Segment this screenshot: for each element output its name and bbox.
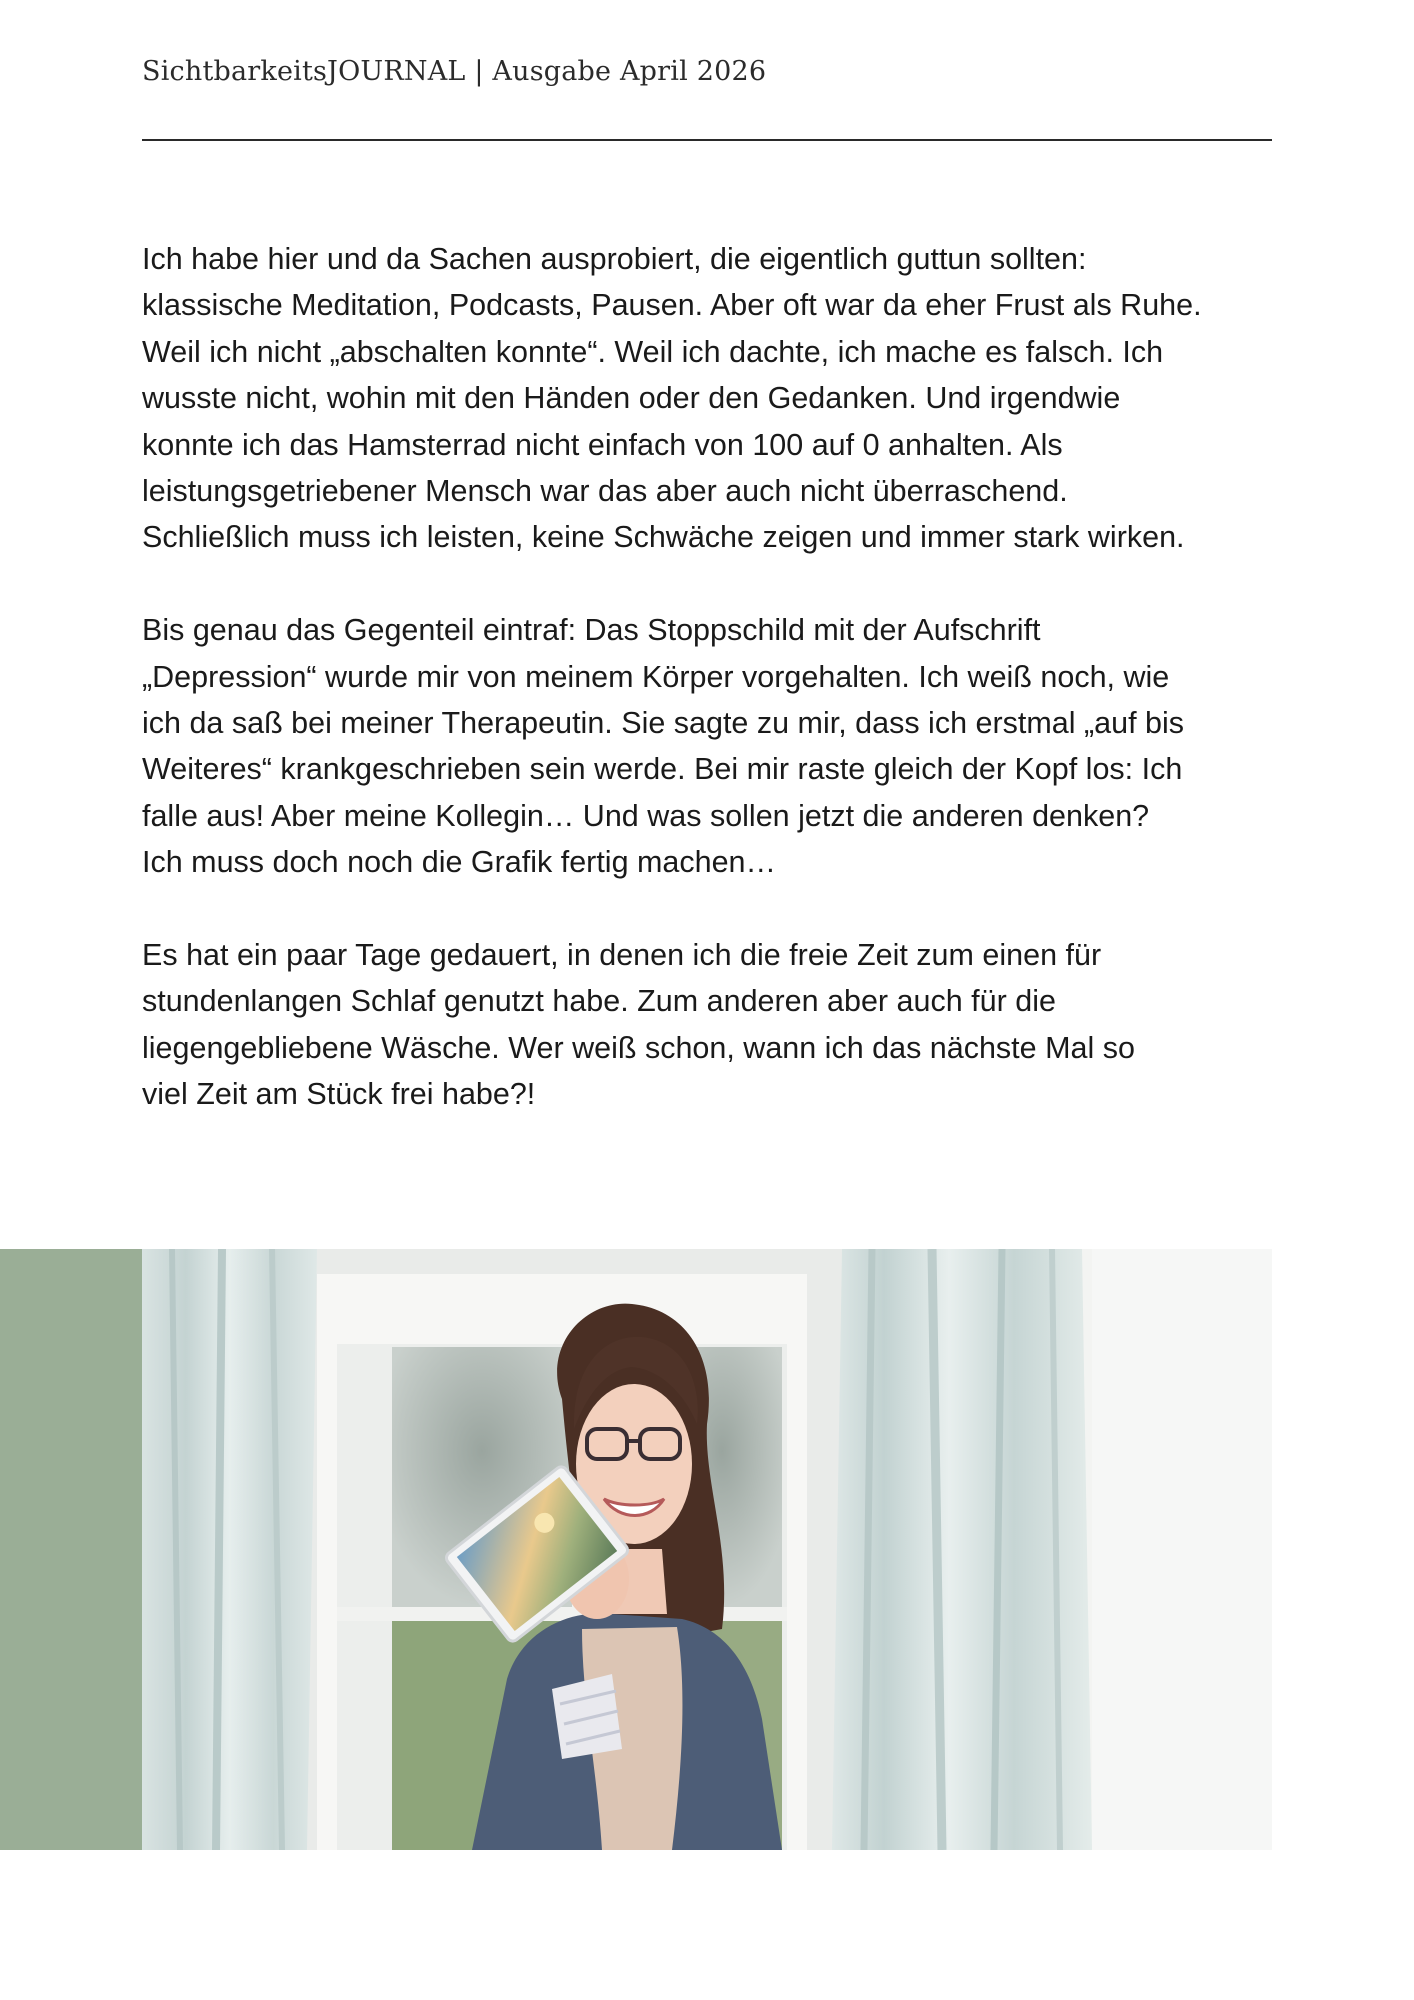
text-line: Ich muss doch noch die Grafik fertig machen… [142, 845, 777, 880]
text-line: Bis genau das Gegenteil eintraf: Das Stoppschild mit der Aufschrift [142, 613, 1041, 648]
paragraph [142, 607, 1292, 885]
text-line: stundenlangen Schlaf genutzt habe. Zum anderen aber auch für die [142, 984, 1056, 1019]
header-divider [142, 139, 1272, 141]
text-line: viel Zeit am Stück frei habe?! [142, 1077, 536, 1112]
text-line: Weil ich nicht „abschalten konnte“. Weil ich dachte, ich mache es falsch. Ich [142, 334, 1164, 369]
text-line: konnte ich das Hamsterrad nicht einfach von 100 auf 0 anhalten. Als [142, 427, 1063, 462]
portrait-illustration [142, 1249, 1272, 1850]
text-line: Es hat ein paar Tage gedauert, in denen ich die freie Zeit zum einen für [142, 938, 1102, 973]
paragraph [142, 236, 1292, 561]
text-line: Weiteres“ krankgeschrieben sein werde. Bei mir raste gleich der Kopf los: Ich [142, 752, 1183, 787]
text-line: Ich habe hier und da Sachen ausprobiert, die eigentlich guttun sollten: [142, 242, 1087, 276]
text-line: leistungsgetriebener Mensch war das aber auch nicht überraschend. [142, 474, 1068, 509]
accent-color-block [0, 1249, 142, 1850]
paragraph [142, 932, 1292, 1118]
article-body [142, 236, 1292, 1164]
text-line: liegengebliebene Wäsche. Wer weiß schon, wann ich das nächste Mal so [142, 1030, 1135, 1065]
text-line: falle aus! Aber meine Kollegin… Und was sollen jetzt die anderen denken? [142, 798, 1150, 833]
text-line: Schließlich muss ich leisten, keine Schwäche zeigen und immer stark wirken. [142, 520, 1185, 555]
journal-title: SichtbarkeitsJOURNAL | Ausgabe April 2026 [142, 56, 767, 87]
text-line: klassische Meditation, Podcasts, Pausen. Aber oft war da eher Frust als Ruhe. [142, 288, 1202, 323]
text-line: wusste nicht, wohin mit den Händen oder den Gedanken. Und irgendwie [142, 381, 1121, 416]
text-line: ich da saß bei meiner Therapeutin. Sie sagte zu mir, dass ich erstmal „auf bis [142, 706, 1185, 741]
portrait-photo [142, 1249, 1272, 1850]
text-line: „Depression“ wurde mir von meinem Körper vorgehalten. Ich weiß noch, wie [142, 659, 1170, 694]
